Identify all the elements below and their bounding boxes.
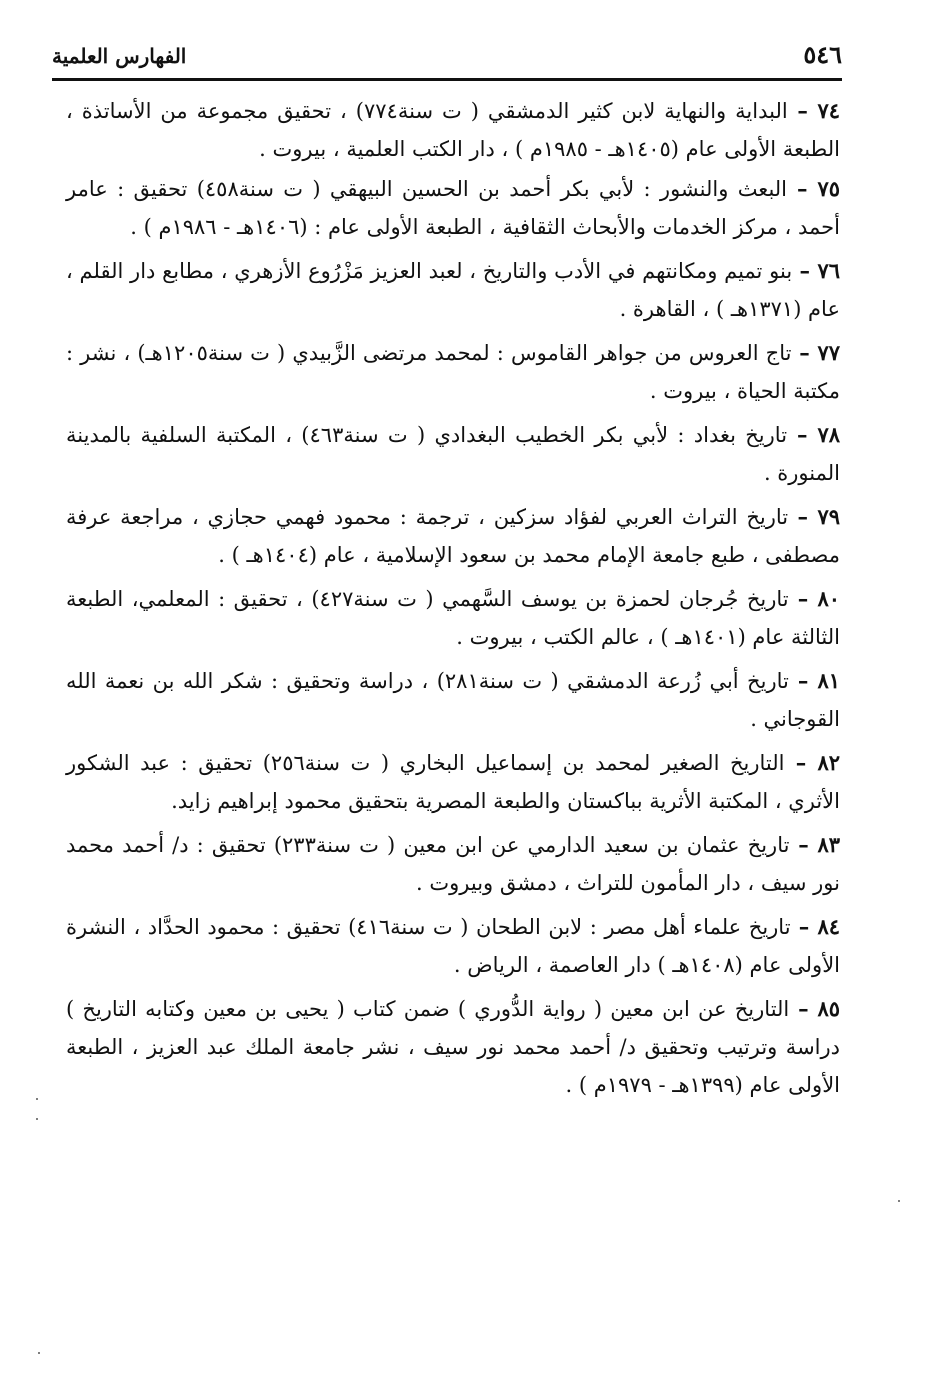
- page-header: [52, 38, 842, 78]
- bibliography-entry-77: ٧٧ – تاج العروس من جواهر القاموس : لمحمد مرتضى الزَّبيدي ( ت سنة١٢٠٥هـ) ، نشر : مكتبة الحياة ، بيروت .: [66, 340, 841, 403]
- scan-speck: [36, 1118, 38, 1120]
- entry-text: تاج العروس من جواهر القاموس : لمحمد مرتضى الزَّبيدي ( ت سنة١٢٠٥هـ) ، نشر : مكتبة الحياة ، بيروت .: [66, 341, 840, 403]
- entry-number: ٧٧: [817, 340, 841, 365]
- header-rule: [52, 78, 842, 81]
- bibliography-entry-80: ٨٠ – تاريخ جُرجان لحمزة بن يوسف السَّهمي ( ت سنة٤٢٧) ، تحقيق : المعلمي، الطبعة الثالثة عام (١٤٠١هـ ) ، عالم الكتب ، بيروت .: [66, 586, 840, 649]
- entry-number: ٨١: [817, 668, 841, 693]
- bibliography-list: [66, 92, 840, 1104]
- page-number: ٥٤٦: [803, 40, 842, 69]
- entry-number: ٧٩: [817, 504, 841, 529]
- entry-text: التاريخ الصغير لمحمد بن إسماعيل البخاري ( ت سنة٢٥٦) تحقيق : عبد الشكور الأثري ، المكتبة الأثرية بباكستان والطبعة المصرية بتحقيق محمود إبراهيم زايد.: [66, 751, 840, 813]
- entry-number: ٧٦: [817, 258, 840, 283]
- entry-number: ٧٨: [817, 422, 841, 447]
- bibliography-entry-81: ٨١ – تاريخ أبي زُرعة الدمشقي ( ت سنة٢٨١) ، دراسة وتحقيق : شكر الله بن نعمة الله القوجاني .: [66, 668, 841, 731]
- bibliography-entry-82: ٨٢ – التاريخ الصغير لمحمد بن إسماعيل البخاري ( ت سنة٢٥٦) تحقيق : عبد الشكور الأثري ، المكتبة الأثرية بباكستان والطبعة المصرية بتحقيق محمود إبراهيم زايد.: [66, 750, 841, 813]
- entry-text: تاريخ التراث العربي لفؤاد سزكين ، ترجمة : محمود فهمي حجازي ، مراجعة عرفة مصطفى ، طبع جامعة الإمام محمد بن سعود الإسلامية ، عام (١٤٠٤هـ ) .: [66, 505, 840, 567]
- entry-text: تاريخ بغداد : لأبي بكر الخطيب البغدادي ( ت سنة٤٦٣) ، المكتبة السلفية بالمدينة المنورة .: [66, 423, 840, 485]
- entry-text: تاريخ أبي زُرعة الدمشقي ( ت سنة٢٨١) ، دراسة وتحقيق : شكر الله بن نعمة الله القوجاني .: [66, 669, 840, 731]
- entry-text: تاريخ عثمان بن سعيد الدارمي عن ابن معين ( ت سنة٢٣٣) تحقيق : د/ أحمد محمد نور سيف ، دار المأمون للتراث ، دمشق وبيروت .: [66, 833, 840, 895]
- bibliography-entry-75: ٧٥ – البعث والنشور : لأبي بكر أحمد بن الحسين البيهقي ( ت سنة٤٥٨) تحقيق : عامر أحمد ، مركز الخدمات والأبحاث الثقافية ، الطبعة الأولى عام : (١٤٠٦هـ - ١٩٨٦م ) .: [66, 176, 840, 239]
- entry-text: تاريخ علماء أهل مصر : لابن الطحان ( ت سنة٤١٦) تحقيق : محمود الحدَّاد ، النشرة الأولى عام (١٤٠٨هـ ) دار العاصمة ، الرياض .: [66, 915, 840, 977]
- bibliography-entry-74: ٧٤ – البداية والنهاية لابن كثير الدمشقي ( ت سنة٧٧٤) ، تحقيق مجموعة من الأساتذة ، الطبعة الأولى عام (١٤٠٥هـ - ١٩٨٥م ) ، دار الكتب العلمية ، بيروت .: [66, 98, 841, 161]
- scan-speck: [36, 1098, 38, 1100]
- entry-number: ٧٥: [817, 176, 840, 201]
- scan-speck: [38, 1352, 40, 1354]
- entry-text: بنو تميم ومكانتهم في الأدب والتاريخ ، لعبد العزيز مَزْرُوع الأزهري ، مطابع دار القلم ، عام (١٣٧١هـ ) ، القاهرة .: [66, 259, 840, 321]
- bibliography-entry-83: ٨٣ – تاريخ عثمان بن سعيد الدارمي عن ابن معين ( ت سنة٢٣٣) تحقيق : د/ أحمد محمد نور سيف ، دار المأمون للتراث ، دمشق وبيروت .: [66, 832, 840, 895]
- entry-number: ٨٤: [817, 914, 840, 939]
- bibliography-entry-78: ٧٨ – تاريخ بغداد : لأبي بكر الخطيب البغدادي ( ت سنة٤٦٣) ، المكتبة السلفية بالمدينة المنورة .: [66, 422, 841, 485]
- scan-speck: [898, 1200, 900, 1202]
- entry-text: البداية والنهاية لابن كثير الدمشقي ( ت سنة٧٧٤) ، تحقيق مجموعة من الأساتذة ، الطبعة الأولى عام (١٤٠٥هـ - ١٩٨٥م ) ، دار الكتب العلمية ، بيروت .: [66, 99, 840, 161]
- bibliography-entry-76: ٧٦ – بنو تميم ومكانتهم في الأدب والتاريخ ، لعبد العزيز مَزْرُوع الأزهري ، مطابع دار القلم ، عام (١٣٧١هـ ) ، القاهرة .: [66, 258, 840, 321]
- bibliography-entry-84: ٨٤ – تاريخ علماء أهل مصر : لابن الطحان ( ت سنة٤١٦) تحقيق : محمود الحدَّاد ، النشرة الأولى عام (١٤٠٨هـ ) دار العاصمة ، الرياض .: [66, 914, 840, 977]
- bibliography-entry-79: ٧٩ – تاريخ التراث العربي لفؤاد سزكين ، ترجمة : محمود فهمي حجازي ، مراجعة عرفة مصطفى ، طبع جامعة الإمام محمد بن سعود الإسلامية ، عام (١٤٠٤هـ ) .: [66, 504, 841, 567]
- bibliography-entry-85: ٨٥ – التاريخ عن ابن معين ( رواية الدُّوري ) ضمن كتاب ( يحيى بن معين وكتابه التاريخ ) دراسة وترتيب وتحقيق د/ أحمد محمد نور سيف ، نشر جامعة الملك عبد العزيز ، الطبعة الأولى عام (١٣٩٩هـ - ١٩٧٩م ) .: [66, 996, 840, 1097]
- entry-number: ٨٢: [817, 750, 841, 775]
- running-title: الفهارس العلمية: [52, 44, 187, 68]
- entry-text: البعث والنشور : لأبي بكر أحمد بن الحسين البيهقي ( ت سنة٤٥٨) تحقيق : عامر أحمد ، مركز الخدمات والأبحاث الثقافية ، الطبعة الأولى عام : (١٤٠٦هـ - ١٩٨٦م ) .: [66, 177, 840, 239]
- entry-number: ٨٠: [817, 586, 840, 611]
- entry-text: تاريخ جُرجان لحمزة بن يوسف السَّهمي ( ت سنة٤٢٧) ، تحقيق : المعلمي، الطبعة الثالثة عام (١٤٠١هـ ) ، عالم الكتب ، بيروت .: [66, 587, 840, 649]
- entry-text: التاريخ عن ابن معين ( رواية الدُّوري ) ضمن كتاب ( يحيى بن معين وكتابه التاريخ ) دراسة وترتيب وتحقيق د/ أحمد محمد نور سيف ، نشر جامعة الملك عبد العزيز ، الطبعة الأولى عام (١٣٩٩هـ - ١٩٧٩م ) .: [66, 997, 840, 1097]
- entry-number: ٨٥: [817, 996, 840, 1021]
- entry-number: ٧٤: [817, 98, 841, 123]
- entry-number: ٨٣: [817, 832, 840, 857]
